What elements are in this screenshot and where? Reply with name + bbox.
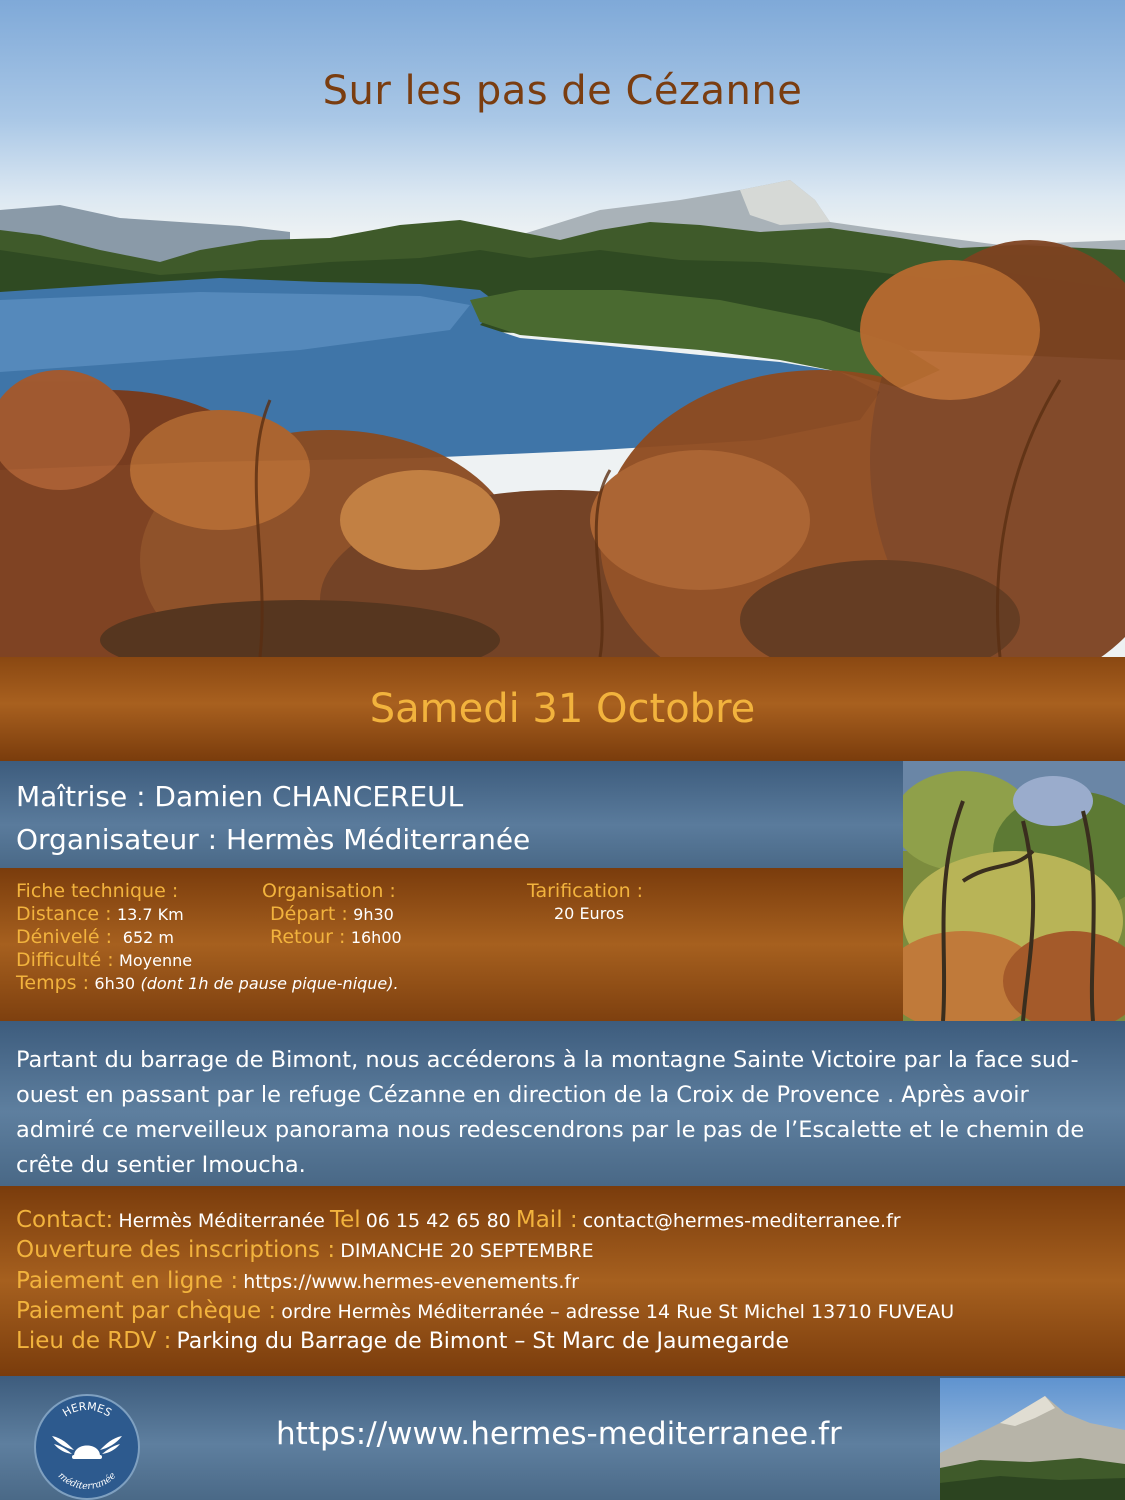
temps-value: 6h30 xyxy=(94,974,136,993)
paiement-cheque-row xyxy=(16,1297,1109,1327)
depart-value: 9h30 xyxy=(353,905,394,924)
tel-value[interactable]: 06 15 42 65 80 xyxy=(365,1210,511,1232)
contact-label: Contact: xyxy=(16,1207,114,1233)
rdv-label: Lieu de RDV : xyxy=(16,1328,172,1355)
fiche-label: Fiche technique : xyxy=(16,880,179,902)
mail-link[interactable]: contact@hermes-mediterranee.fr xyxy=(582,1210,901,1232)
logo-top-text: HERMES xyxy=(60,1399,114,1420)
retour-label: Retour : xyxy=(270,926,346,948)
distance-label: Distance : xyxy=(16,903,112,925)
website-link[interactable]: https://www.hermes-mediterranee.fr xyxy=(276,1416,842,1452)
ouverture-value: DIMANCHE 20 SEPTEMBRE xyxy=(340,1240,594,1263)
distance-value: 13.7 Km xyxy=(116,905,184,924)
tarif-value: 20 Euros xyxy=(554,904,625,923)
mail-label: Mail : xyxy=(515,1207,578,1233)
temps-label: Temps : xyxy=(16,972,89,994)
maitrise-line: Maîtrise : Damien CHANCEREUL xyxy=(16,780,464,813)
hero-photo xyxy=(0,0,1125,657)
contact-value: Hermès Méditerranée xyxy=(118,1210,325,1232)
rdv-row xyxy=(16,1327,1109,1357)
ouverture-label: Ouverture des inscriptions : xyxy=(16,1237,336,1264)
technical-sheet xyxy=(0,868,903,1021)
tel-label: Tel xyxy=(329,1207,361,1233)
organisation-column xyxy=(262,880,402,949)
denivele-label: Dénivelé : xyxy=(16,926,112,948)
sainte-victoire-thumbnail xyxy=(940,1378,1125,1500)
organisation-label: Organisation : xyxy=(262,880,396,902)
paiement-ligne-label: Paiement en ligne : xyxy=(16,1267,239,1294)
paiement-ligne-row xyxy=(16,1267,1109,1297)
tarification-label: Tarification : xyxy=(527,880,644,902)
page-title: Sur les pas de Cézanne xyxy=(322,68,803,114)
description-text: Partant du barrage de Bimont, nous accéderons à la montagne Sainte Victoire par la face sud-ouest en passant par le refuge Cézanne en direction de la Croix de Provence . Après avoir admiré ce merveilleux panorama nous redescendrons par le pas de l’Escalette et le chemin de crête du sentier Imoucha. xyxy=(16,1047,1085,1178)
contact-panel xyxy=(0,1186,1125,1376)
difficulte-value: Moyenne xyxy=(119,951,193,970)
description-panel xyxy=(0,1021,1125,1186)
organizers-panel xyxy=(0,761,903,868)
depart-label: Départ : xyxy=(270,903,348,925)
rdv-value: Parking du Barrage de Bimont – St Marc de Jaumegarde xyxy=(176,1329,790,1355)
date-banner xyxy=(0,657,1125,761)
denivele-value: 652 m xyxy=(122,928,175,947)
paiement-cheque-value: ordre Hermès Méditerranée – adresse 14 Rue St Michel 13710 FUVEAU xyxy=(281,1300,955,1323)
contact-row xyxy=(16,1206,1109,1236)
ouverture-row xyxy=(16,1236,1109,1266)
logo-bottom-text: méditerranée xyxy=(55,1470,119,1493)
tarification-column xyxy=(527,880,643,925)
paiement-ligne-link[interactable]: https://www.hermes-evenements.fr xyxy=(243,1270,579,1293)
organisateur-line: Organisateur : Hermès Méditerranée xyxy=(16,823,531,856)
hermes-logo xyxy=(32,1392,142,1500)
difficulte-label: Difficulté : xyxy=(16,949,114,971)
event-date: Samedi 31 Octobre xyxy=(369,686,756,732)
retour-value: 16h00 xyxy=(350,928,402,947)
paiement-cheque-label: Paiement par chèque : xyxy=(16,1297,277,1324)
cezanne-painting-image xyxy=(903,761,1125,1021)
temps-note: (dont 1h de pause pique-nique). xyxy=(140,974,399,993)
